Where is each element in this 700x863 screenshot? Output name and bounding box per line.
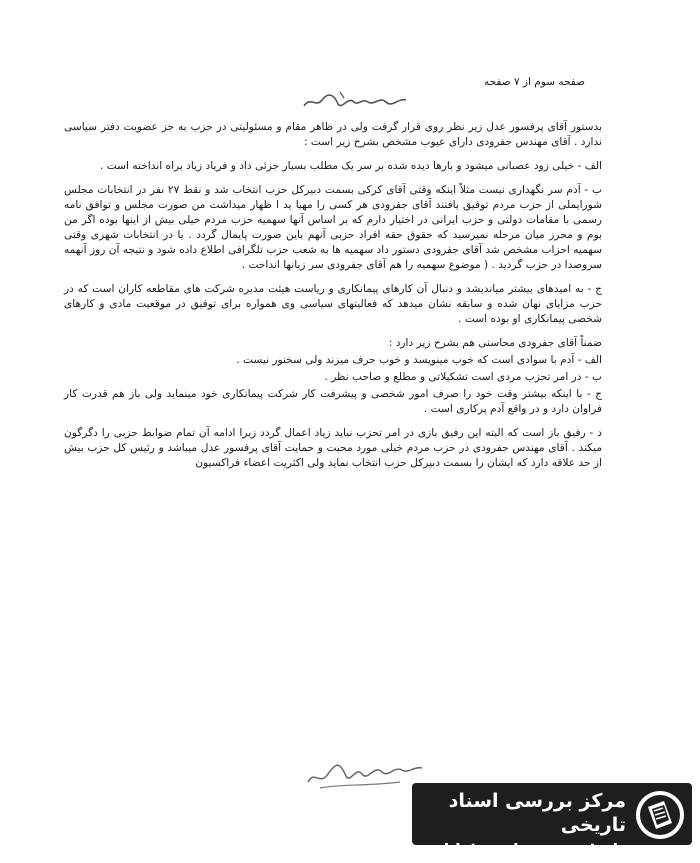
paragraph: الف - آدم با سوادی است که خوب مینویسد و خوب حرف میزند ولی سخنور نیست .: [236, 354, 602, 366]
paragraph: ج - با اینکه بیشتر وقت خود را صرف امور شخصی و پیشرفت کار شرکت پیمانکاری خود مینماید ولی باز هم قدرت کار فراوان دارد و در واقع آدم پرکاری است .: [64, 388, 602, 415]
document-body: [64, 120, 602, 480]
paragraph: ضمناً آقای جفرودی محاسنی هم بشرح زیر دارد :: [388, 337, 602, 349]
page-number-header: صفحه سوم از ۷ صفحه: [484, 76, 585, 88]
watermark-badge: [412, 783, 692, 859]
paragraph: ب - آدم سر نگهداری نیست مثلاً اینکه وقتی آقای کرکی بسمت دبیرکل حزب انتخاب شد و نقط ۲۷ نفر در انتخابات مجلس شورایملی از حزب مردم توفیق یافتند آقای جفرودی هر کسی را مهیا ید ا ظهار میداشت من صورت مجلس و توافق نامه رسمی با مقامات دولتی و حزب ایرانی در اختیار دارم که بر اساس آنها سهمیه حزب مردم خیلی بیش از اینها بوده اگر من بوم و محرز میان مرحله نمیرسید که حقوق حقه افراد حزبی آنهم باین صورت پایمال گردد . یا در انتخابات شهری وقتی سهمیه احزاب مشخص شد آقای جفرودی دستور داد سهمیه ها به شعب حزب تلگرافی اطلاع داده شود و نتیجه آن روز آنهمه سروصدا در حزب گردید . ( موضوع سهمیه را هم آقای جفرودی سر زبانها انداخت .: [64, 184, 602, 271]
watermark-title: مرکز بررسی اسناد تاریخی: [448, 790, 626, 836]
paragraph: د - رفیق باز است که البته این رفیق بازی در امر تحزب نباید زیاد اعمال گردد زیرا ادامه آن تمام ضوابط حزبی را دگرگون میکند . آقای مهندس جفرودی در حزب مردم خیلی مورد محبت و حمایت آقای پرفسور عدل میباشد و رئیس کل حزب بیش از حد علاقه دارد که ایشان را بسمت دبیرکل حزب انتخاب نماید ولی اکثریت اعضاء فراکسیون: [64, 427, 602, 469]
paragraph: بدستور آقای پرفسور عدل زیر نظر روی قرار گرفت ولی در ظاهر مقام و مسئولیتی در حزب به جز عضویت دفتر سیاسی ندارد . آقای مهندس جفرودی دارای عیوب مشخص بشرح زیر است :: [64, 121, 602, 148]
handwritten-annotation-icon: [300, 88, 410, 114]
handwritten-signature-icon: [300, 752, 430, 792]
paragraph: ب - در امر تحزب مردی است تشکیلاتی و مطلع و صاحب نظر .: [324, 371, 602, 383]
document-archive-logo-icon: [634, 789, 686, 841]
watermark-text: [416, 789, 626, 863]
paragraph: ج - به امیدهای بیشتر میاندیشد و دنبال آن کارهای پیمانکاری و ریاست هیئت مدیره شرکت های مقاطعه کاران است که در حزب مزایای نهان شده و سابقه نشان میدهد که فعالیتهای سیاسی وی همواره برای توفیق در موقعیت مادی و کارهای شخصی پیمانکاری او بوده است .: [64, 283, 602, 325]
paragraph: الف - خیلی زود عصبانی میشود و بارها دیده شده بر سر یک مطلب بسیار جزئی داد و فریاد زیاد براه انداخته است .: [100, 160, 602, 172]
watermark-url: historydocuments.ir: [443, 840, 626, 859]
